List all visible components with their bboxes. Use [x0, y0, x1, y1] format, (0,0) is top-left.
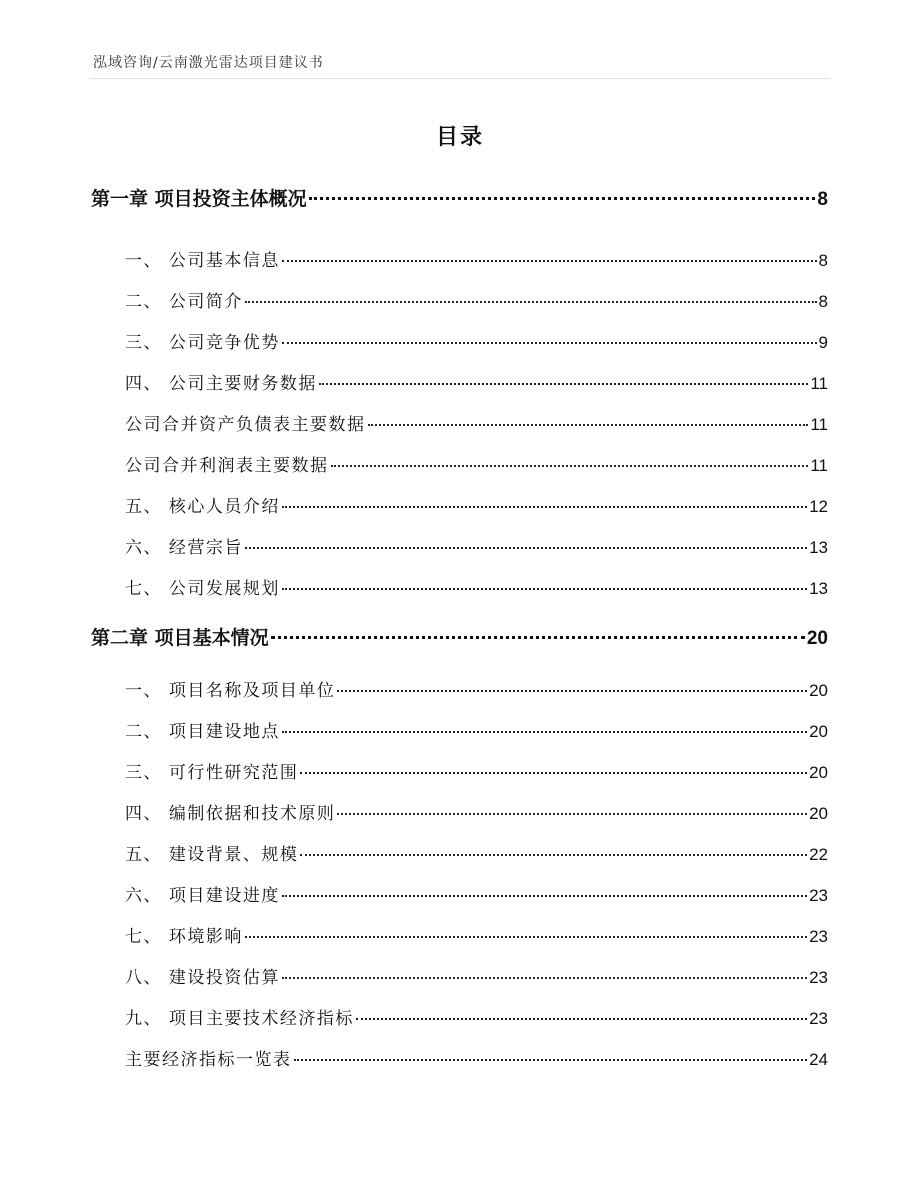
dot-leader	[282, 260, 817, 262]
toc-entry[interactable]	[125, 533, 828, 558]
toc-page-number: 8	[818, 292, 828, 311]
toc-entry-label: 八、 建设投资估算	[125, 968, 280, 988]
dot-leader	[300, 772, 807, 774]
dot-leader	[337, 813, 807, 815]
toc-entry[interactable]	[125, 1004, 828, 1029]
toc-page-number: 20	[806, 628, 828, 649]
toc-entry[interactable]	[125, 881, 828, 906]
dot-leader	[368, 424, 809, 426]
dot-leader	[282, 977, 807, 979]
toc-entry-label: 四、 公司主要财务数据	[125, 374, 317, 394]
toc-entry[interactable]	[125, 758, 828, 783]
toc-entry-label: 七、 环境影响	[125, 927, 243, 947]
toc-page-number: 12	[809, 497, 828, 516]
dot-leader	[319, 383, 808, 385]
toc-page-number: 8	[817, 189, 828, 210]
toc-entry-label: 五、 建设背景、规模	[125, 845, 299, 865]
toc-page-number: 22	[809, 845, 828, 864]
dot-leader	[282, 342, 817, 344]
toc-entry-label: 一、 公司基本信息	[125, 251, 280, 271]
toc-page-number: 13	[809, 538, 828, 557]
toc-page-number: 23	[809, 927, 828, 946]
dot-leader	[300, 854, 807, 856]
dot-leader	[282, 731, 807, 733]
dot-leader	[294, 1059, 808, 1061]
dot-leader	[331, 465, 809, 467]
toc-entry[interactable]	[125, 328, 828, 353]
toc-page-number: 20	[809, 681, 828, 700]
toc-entry-label: 五、 核心人员介绍	[125, 497, 280, 517]
toc-entry-label: 公司合并利润表主要数据	[125, 456, 329, 476]
toc-chapter-1[interactable]	[91, 184, 828, 211]
dot-leader	[356, 1018, 807, 1020]
toc-entry[interactable]	[125, 799, 828, 824]
toc-entry-label: 七、 公司发展规划	[125, 579, 280, 599]
dot-leader	[282, 588, 807, 590]
toc-entry-label: 四、 编制依据和技术原则	[125, 804, 336, 824]
toc-entry[interactable]	[125, 963, 828, 988]
dot-leader	[245, 936, 807, 938]
dot-leader	[245, 301, 817, 303]
toc-entry[interactable]	[125, 451, 828, 476]
toc-entry[interactable]	[125, 369, 828, 394]
toc-page-number: 8	[818, 251, 828, 270]
toc-entry-label: 公司合并资产负债表主要数据	[125, 415, 366, 435]
toc-entry[interactable]	[125, 287, 828, 312]
toc-entry-label: 第二章 项目基本情况	[91, 627, 269, 649]
toc-page-number: 24	[809, 1050, 828, 1069]
toc-entry[interactable]	[125, 717, 828, 742]
toc-page-number: 11	[810, 456, 828, 475]
dot-leader	[245, 547, 807, 549]
toc-page-number: 13	[809, 579, 828, 598]
toc-page-number: 11	[810, 374, 828, 393]
toc-entry[interactable]	[125, 1045, 828, 1070]
toc-page-number: 11	[810, 415, 828, 434]
dot-leader	[337, 690, 807, 692]
dot-leader	[282, 506, 807, 508]
page-header: 泓域咨询/云南激光雷达项目建议书	[93, 55, 324, 71]
toc-entry-label: 主要经济指标一览表	[125, 1050, 292, 1070]
toc-page-number: 9	[818, 333, 828, 352]
toc-entry[interactable]	[125, 676, 828, 701]
toc-chapter-2[interactable]	[91, 623, 828, 650]
toc-page-number: 23	[809, 886, 828, 905]
dot-leader	[282, 895, 807, 897]
toc-page-number: 20	[809, 722, 828, 741]
toc-entry[interactable]	[125, 246, 828, 271]
toc-entry-label: 二、 公司简介	[125, 292, 243, 312]
dot-leader	[309, 197, 816, 200]
toc-title: 目录	[435, 125, 484, 150]
header-divider	[90, 78, 830, 79]
toc-entry[interactable]	[125, 410, 828, 435]
toc-entry-label: 三、 可行性研究范围	[125, 763, 299, 783]
toc-entry-label: 九、 项目主要技术经济指标	[125, 1009, 354, 1029]
toc-entry-label: 一、 项目名称及项目单位	[125, 681, 336, 701]
toc-page-number: 23	[809, 1009, 828, 1028]
toc-entry[interactable]	[125, 492, 828, 517]
toc-entry-label: 六、 经营宗旨	[125, 538, 243, 558]
toc-page-number: 20	[809, 763, 828, 782]
toc-entry[interactable]	[125, 922, 828, 947]
toc-page-number: 20	[809, 804, 828, 823]
toc-page-number: 23	[809, 968, 828, 987]
toc-entry-label: 第一章 项目投资主体概况	[91, 188, 307, 210]
toc-entry-label: 三、 公司竞争优势	[125, 333, 280, 353]
dot-leader	[271, 636, 805, 639]
toc-entry-label: 二、 项目建设地点	[125, 722, 280, 742]
toc-entry-label: 六、 项目建设进度	[125, 886, 280, 906]
toc-entry[interactable]	[125, 574, 828, 599]
toc-entry[interactable]	[125, 840, 828, 865]
